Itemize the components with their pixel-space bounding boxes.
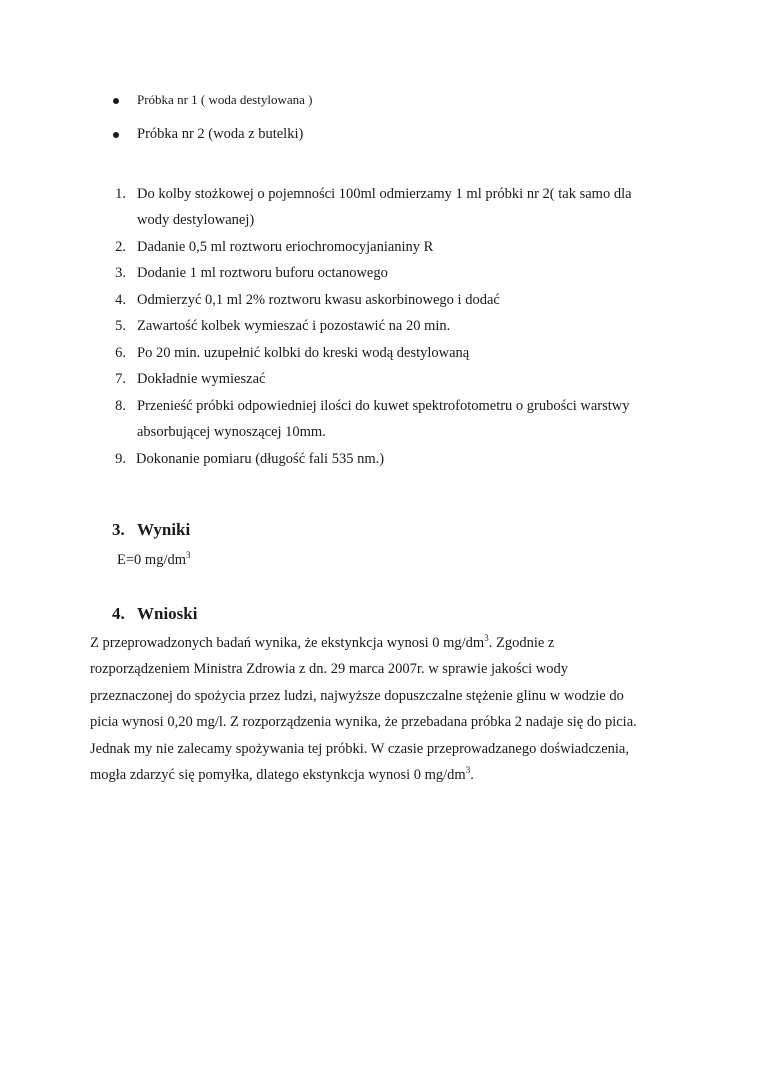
paragraph-text: . Zgodnie z — [488, 635, 555, 651]
section-number: 3. — [112, 520, 125, 539]
step-number: 5. — [115, 318, 126, 334]
step-text-continued: absorbującej wynoszącej 10mm. — [137, 424, 326, 440]
paragraph-line: rozporządzeniem Ministra Zdrowia z dn. 29 marca 2007r. w sprawie jakości wody — [90, 661, 568, 677]
result-value — [117, 552, 191, 569]
step-text: Dadanie 0,5 ml roztworu eriochromocyjanianiny R — [137, 239, 434, 255]
step-text: Przenieść próbki odpowiedniej ilości do kuwet spektrofotometru o grubości warstwy — [137, 398, 630, 414]
paragraph-line — [90, 635, 554, 652]
step-number: 4. — [115, 292, 126, 308]
bullet-dot-icon — [113, 98, 119, 104]
section-heading: Wyniki — [137, 520, 191, 539]
step-text: Do kolby stożkowej o pojemności 100ml odmierzamy 1 ml próbki nr 2( tak samo dla — [137, 186, 632, 202]
paragraph-line: przeznaczonej do spożycia przez ludzi, najwyższe dopuszczalne stężenie glinu w wodzie do — [90, 688, 624, 704]
step-number: 6. — [115, 345, 126, 361]
step-number: 7. — [115, 371, 126, 387]
exponent: 3 — [484, 633, 489, 644]
step-number: 3. — [115, 265, 126, 281]
exponent: 3 — [465, 765, 471, 776]
step-text: Dokładnie wymieszać — [137, 371, 266, 387]
step-text: Zawartość kolbek wymieszać i pozostawić na 20 min. — [137, 318, 451, 334]
step-number: 1. — [115, 186, 126, 202]
bullet-item: Próbka nr 2 (woda z butelki) — [137, 126, 304, 142]
step-text: Odmierzyć 0,1 ml 2% roztworu kwasu askorbinowego i dodać — [137, 292, 500, 308]
step-number: 9. — [115, 451, 126, 467]
result-value-text: E=0 mg/dm — [117, 552, 186, 568]
paragraph-line: Jednak my nie zalecamy spożywania tej próbki. W czasie przeprowadzanego doświadczenia, — [90, 741, 629, 757]
paragraph-text: . — [470, 767, 474, 783]
section-number: 4. — [112, 604, 125, 623]
paragraph-line: picia wynosi 0,20 mg/l. Z rozporządzenia wynika, że przebadana próbka 2 nadaje się do picia. — [90, 714, 637, 730]
result-value-exponent: 3 — [186, 550, 191, 561]
step-number: 2. — [115, 239, 126, 255]
step-text: Po 20 min. uzupełnić kolbki do kreski wodą destylowaną — [137, 345, 470, 361]
paragraph-line — [90, 767, 474, 784]
step-text: Dokonanie pomiaru (długość fali 535 nm.) — [136, 451, 385, 467]
section-heading: Wnioski — [137, 604, 198, 623]
step-text: Dodanie 1 ml roztworu buforu octanowego — [137, 265, 388, 281]
step-number: 8. — [115, 398, 126, 414]
step-text-continued: wody destylowanej) — [137, 212, 255, 228]
paragraph-text: Z przeprowadzonych badań wynika, że ekstynkcja wynosi 0 mg/dm — [90, 635, 485, 651]
paragraph-text: mogła zdarzyć się pomyłka, dlatego ekstynkcja wynosi 0 mg/dm — [90, 767, 466, 783]
bullet-dot-icon — [113, 132, 119, 138]
bullet-item: Próbka nr 1 ( woda destylowana ) — [137, 92, 313, 107]
